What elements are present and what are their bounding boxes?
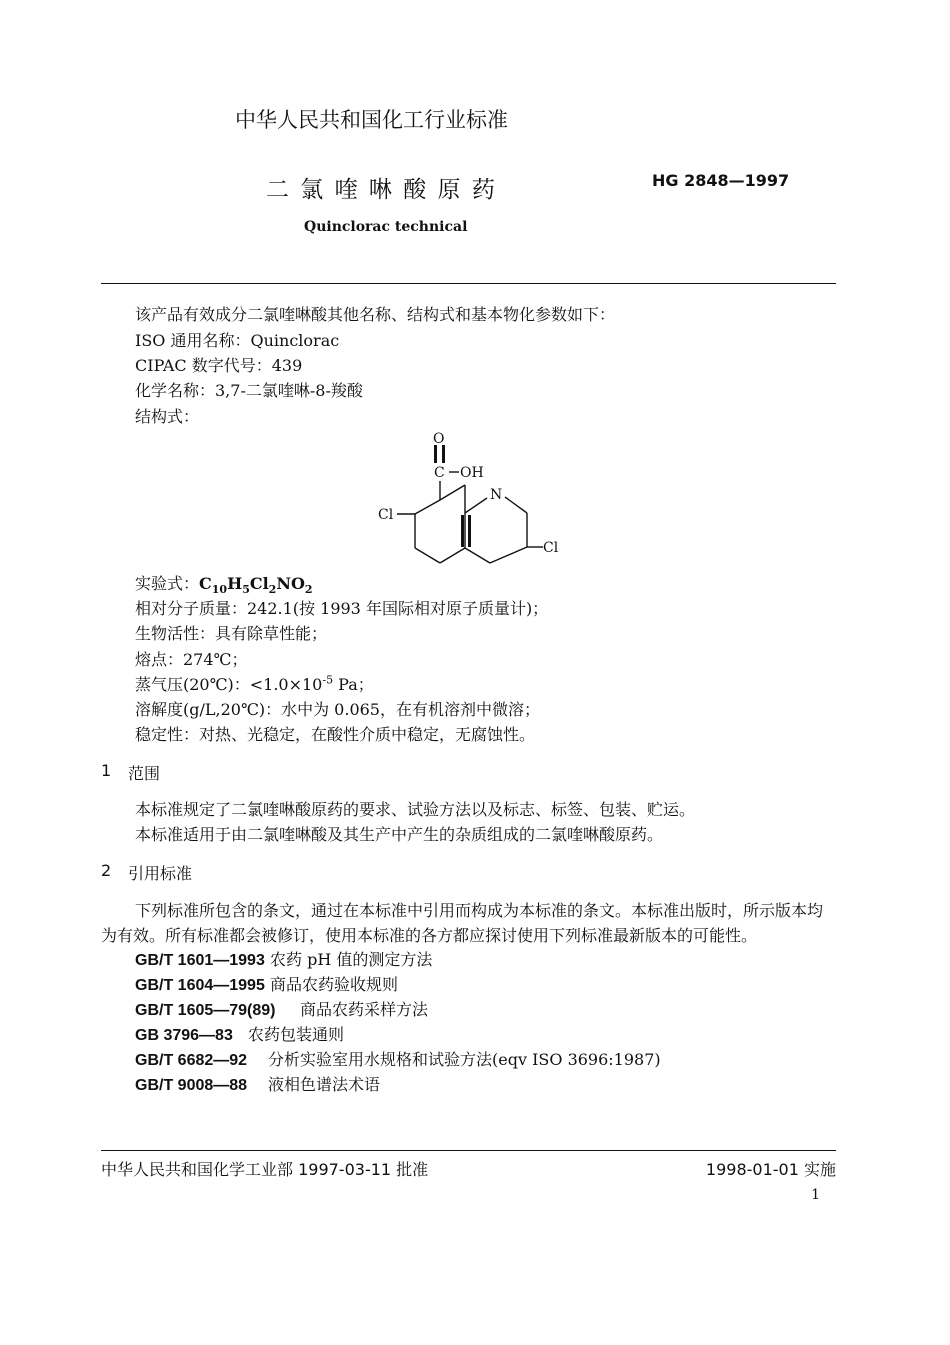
intro-lead: 该产品有效成分二氯喹啉酸其他名称、结构式和基本物化参数如下： bbox=[135, 305, 616, 324]
reference-item: GB/T 1605—79(89) 商品农药采样方法 bbox=[135, 1000, 429, 1019]
solubility: 溶解度(g/L,20℃)：水中为 0.065，在有机溶剂中微溶； bbox=[135, 700, 540, 719]
document-title: 二 氯 喹 啉 酸 原 药 bbox=[266, 177, 497, 203]
section2-para-line1: 下列标准所包含的条文，通过在本标准中引用而构成为本标准的条文。本标准出版时，所示版本均 bbox=[135, 901, 824, 920]
section2-title: 引用标准 bbox=[128, 864, 193, 883]
iso-name: ISO 通用名称：Quinclorac bbox=[135, 331, 340, 350]
page-number: 1 bbox=[811, 1187, 820, 1203]
effective-date: 1998-01-01 实施 bbox=[705, 1160, 836, 1179]
oxygen-label: O bbox=[433, 431, 445, 447]
hydroxyl-label: OH bbox=[460, 465, 484, 481]
section2-number: 2 bbox=[101, 861, 112, 880]
footer-divider bbox=[101, 1150, 836, 1151]
reference-item: GB 3796—83 农药包装通则 bbox=[135, 1025, 345, 1044]
stability: 稳定性：对热、光稳定，在酸性介质中稳定，无腐蚀性。 bbox=[135, 725, 536, 744]
header-divider bbox=[101, 283, 836, 284]
section2-para-line2: 为有效。所有标准都会被修订，使用本标准的各方都应探讨使用下列标准最新版本的可能性。 bbox=[101, 926, 758, 945]
reference-item: GB/T 1601—1993 农药 pH 值的测定方法 bbox=[135, 950, 433, 969]
section1-number: 1 bbox=[101, 761, 112, 780]
bond bbox=[440, 485, 465, 500]
empirical-formula: 实验式：$C_{10}H_5Cl_2NO_2$ bbox=[135, 574, 313, 597]
approval-line: 中华人民共和国化学工业部 1997-03-11 批准 bbox=[101, 1160, 429, 1179]
section1-para2: 本标准适用于由二氯喹啉酸及其生产中产生的杂质组成的二氯喹啉酸原药。 bbox=[135, 825, 664, 844]
cipac-code: CIPAC 数字代号：439 bbox=[135, 356, 303, 375]
reference-item: GB/T 1604—1995 商品农药验收规则 bbox=[135, 975, 399, 994]
section1-title: 范围 bbox=[128, 764, 161, 783]
chlorine-left-label: Cl bbox=[378, 507, 394, 523]
vapor-pressure: 蒸气压(20℃)：$<1.0\times 10^{-5}$ Pa； bbox=[135, 673, 374, 694]
carbon-label: C bbox=[434, 465, 445, 481]
section1-para1: 本标准规定了二氯喹啉酸原药的要求、试验方法以及标志、标签、包装、贮运。 bbox=[135, 800, 696, 819]
structural-formula bbox=[370, 425, 570, 570]
chemical-name: 化学名称：3,7-二氯喹啉-8-羧酸 bbox=[135, 381, 363, 400]
chlorine-right-label: Cl bbox=[543, 540, 559, 556]
reference-item: GB/T 9008—88 液相色谱法术语 bbox=[135, 1075, 381, 1094]
bioactivity: 生物活性：具有除草性能； bbox=[135, 624, 328, 643]
melting-point: 熔点：274℃； bbox=[135, 650, 248, 669]
reference-item: GB/T 6682—92 分析实验室用水规格和试验方法(eqv ISO 3696:1987) bbox=[135, 1050, 661, 1069]
english-title: Quinclorac technical bbox=[304, 219, 468, 235]
ministry-title: 中华人民共和国化工行业标准 bbox=[235, 108, 508, 132]
standard-code: HG 2848—1997 bbox=[652, 171, 790, 190]
nitrogen-label: N bbox=[490, 487, 503, 503]
molar-mass: 相对分子质量：242.1(按 1993 年国际相对原子质量计)； bbox=[135, 599, 549, 618]
structure-label: 结构式： bbox=[135, 407, 200, 426]
